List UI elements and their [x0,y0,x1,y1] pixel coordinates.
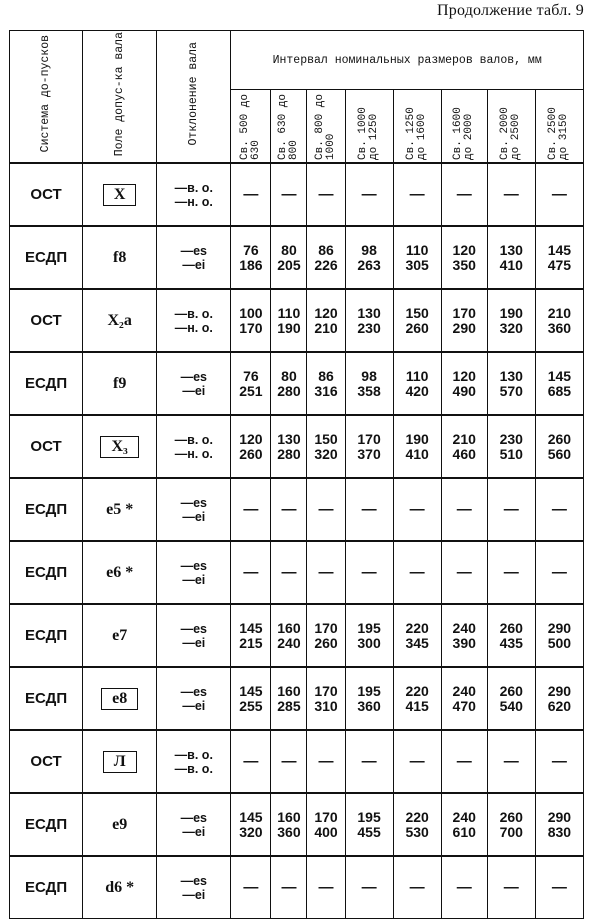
value-cell: 120 260 [231,415,271,478]
deviation-cell [157,667,231,730]
field-label: f8 [113,248,127,266]
header-interval-group: Интервал номинальных размеров валов, мм [231,31,584,90]
value-cell: 170 290 [441,289,487,352]
value-cell: — [345,856,393,919]
value-cell: — [393,541,441,604]
value-cell: — [487,730,535,793]
field-label: e6 * [106,563,134,581]
deviation-cell [157,415,231,478]
value-cell: 160 285 [271,667,307,730]
value-cell: — [487,856,535,919]
value-cell: 100 170 [231,289,271,352]
deviation-cell [157,226,231,289]
value-cell: — [345,541,393,604]
header-interval-5: Св. 1600 до 2000 [441,90,487,164]
value-cell: 160 240 [271,604,307,667]
deviation-upper: —es [180,558,207,573]
deviation-lower: —ei [182,383,206,398]
value-cell: 290 500 [535,604,583,667]
field-label: e7 [112,626,128,644]
deviation-upper: —es [180,495,207,510]
field-cell [83,541,157,604]
value-cell: — [441,541,487,604]
value-cell: — [535,856,583,919]
value-cell: — [307,730,345,793]
value-cell: 290 620 [535,667,583,730]
value-cell: — [393,856,441,919]
value-cell: — [271,856,307,919]
deviation-cell [157,289,231,352]
value-cell: — [231,478,271,541]
value-cell: — [307,541,345,604]
system-cell: ОСТ [10,289,83,352]
field-label: d6 * [105,878,135,896]
system-cell: ЕСДП [10,856,83,919]
deviation-cell [157,541,231,604]
value-cell: 80 280 [271,352,307,415]
tolerance-table [9,30,584,919]
header-interval-3: Св. 1000 до 1250 [345,90,393,164]
value-cell: 290 830 [535,793,583,856]
value-cell: 210 360 [535,289,583,352]
field-label: e8 [101,688,138,710]
deviation-cell [157,352,231,415]
value-cell: 145 215 [231,604,271,667]
value-cell: — [535,478,583,541]
field-cell [83,163,157,226]
deviation-lower: —ei [182,509,206,524]
value-cell: 210 460 [441,415,487,478]
value-cell: — [307,856,345,919]
value-cell: — [231,730,271,793]
deviation-lower: —в. о. [174,761,213,776]
value-cell: 240 390 [441,604,487,667]
value-cell: 98 358 [345,352,393,415]
system-cell: ЕСДП [10,793,83,856]
system-cell: ЕСДП [10,667,83,730]
header-system: Система до-пусков [10,31,83,164]
value-cell: 195 300 [345,604,393,667]
value-cell: — [231,856,271,919]
value-cell: 150 320 [307,415,345,478]
field-label: X [103,184,137,206]
header-interval-1: Св. 630 до 800 [271,90,307,164]
value-cell: — [271,730,307,793]
header-interval-2: Св. 800 до 1000 [307,90,345,164]
value-cell: 170 260 [307,604,345,667]
value-cell: 240 470 [441,667,487,730]
value-cell: — [393,478,441,541]
field-label: f9 [113,374,127,392]
value-cell: 170 370 [345,415,393,478]
value-cell: 130 280 [271,415,307,478]
value-cell: 190 320 [487,289,535,352]
value-cell: — [535,541,583,604]
value-cell: — [393,730,441,793]
deviation-upper: —в. о. [174,306,213,321]
value-cell: 120 210 [307,289,345,352]
deviation-cell [157,604,231,667]
value-cell: 195 455 [345,793,393,856]
value-cell: 120 490 [441,352,487,415]
deviation-lower: —ei [182,887,206,902]
deviation-lower: —ei [182,698,206,713]
field-cell [83,667,157,730]
value-cell: 260 435 [487,604,535,667]
table-row [10,667,584,730]
value-cell: 110 305 [393,226,441,289]
field-cell [83,856,157,919]
value-cell: — [231,541,271,604]
table-row [10,226,584,289]
value-cell: — [487,163,535,226]
header-interval-4: Св. 1250 до 1600 [393,90,441,164]
field-cell [83,226,157,289]
deviation-lower: —н. о. [174,446,213,461]
field-cell [83,604,157,667]
value-cell: 120 350 [441,226,487,289]
value-cell: — [307,478,345,541]
system-cell: ЕСДП [10,541,83,604]
value-cell: — [231,163,271,226]
value-cell: 220 530 [393,793,441,856]
value-cell: 190 410 [393,415,441,478]
field-label: Л [103,751,137,773]
header-interval-7: Св. 2500 до 3150 [535,90,583,164]
value-cell: — [535,730,583,793]
table-row [10,541,584,604]
value-cell: 145 475 [535,226,583,289]
value-cell: 98 263 [345,226,393,289]
value-cell: 170 400 [307,793,345,856]
field-cell [83,793,157,856]
system-cell: ЕСДП [10,478,83,541]
value-cell: 76 251 [231,352,271,415]
value-cell: 220 415 [393,667,441,730]
value-cell: — [441,856,487,919]
value-cell: — [441,478,487,541]
deviation-upper: —в. о. [174,432,213,447]
deviation-cell [157,478,231,541]
value-cell: 110 420 [393,352,441,415]
table-row [10,478,584,541]
deviation-upper: —es [180,873,207,888]
value-cell: — [487,478,535,541]
table-row [10,730,584,793]
value-cell: — [307,163,345,226]
value-cell: 130 230 [345,289,393,352]
value-cell: 145 255 [231,667,271,730]
value-cell: 130 570 [487,352,535,415]
field-label: e9 [112,815,128,833]
value-cell: 76 186 [231,226,271,289]
field-label: X₂а [107,311,132,329]
table-row [10,163,584,226]
value-cell: — [271,163,307,226]
deviation-cell [157,793,231,856]
header-deviation: Отклонение вала [157,31,231,164]
deviation-lower: —ei [182,572,206,587]
field-cell [83,352,157,415]
value-cell: 170 310 [307,667,345,730]
value-cell: 240 610 [441,793,487,856]
value-cell: — [345,730,393,793]
header-interval-0: Св. 500 до 630 [231,90,271,164]
value-cell: 260 700 [487,793,535,856]
value-cell: 130 410 [487,226,535,289]
value-cell: 150 260 [393,289,441,352]
value-cell: 230 510 [487,415,535,478]
deviation-upper: —es [180,621,207,636]
system-cell: ЕСДП [10,226,83,289]
value-cell: 195 360 [345,667,393,730]
deviation-cell [157,856,231,919]
table-row [10,415,584,478]
table-caption: Продолжение табл. 9 [437,2,584,19]
deviation-upper: —в. о. [174,747,213,762]
value-cell: — [441,730,487,793]
header-interval-6: Св. 2000 до 2500 [487,90,535,164]
deviation-upper: —es [180,810,207,825]
system-cell: ОСТ [10,730,83,793]
system-cell: ОСТ [10,415,83,478]
value-cell: 145 320 [231,793,271,856]
field-cell [83,730,157,793]
value-cell: — [345,163,393,226]
field-cell [83,289,157,352]
deviation-lower: —ei [182,257,206,272]
value-cell: 86 316 [307,352,345,415]
table-row [10,793,584,856]
value-cell: — [393,163,441,226]
deviation-lower: —н. о. [174,194,213,209]
deviation-cell [157,730,231,793]
value-cell: 80 205 [271,226,307,289]
field-cell [83,415,157,478]
value-cell: — [487,541,535,604]
value-cell: 260 540 [487,667,535,730]
value-cell: — [345,478,393,541]
deviation-upper: —es [180,243,207,258]
deviation-upper: —в. о. [174,180,213,195]
value-cell: 110 190 [271,289,307,352]
deviation-upper: —es [180,684,207,699]
value-cell: 86 226 [307,226,345,289]
value-cell: 160 360 [271,793,307,856]
table-row [10,856,584,919]
header-field: Поле допус-ка вала [83,31,157,164]
table-row [10,604,584,667]
value-cell: 220 345 [393,604,441,667]
deviation-lower: —н. о. [174,320,213,335]
deviation-lower: —ei [182,635,206,650]
field-label: e5 * [106,500,134,518]
deviation-cell [157,163,231,226]
table-row [10,289,584,352]
value-cell: 145 685 [535,352,583,415]
field-label: X₃ [100,436,138,458]
value-cell: — [441,163,487,226]
system-cell: ЕСДП [10,352,83,415]
table-row [10,352,584,415]
deviation-lower: —ei [182,824,206,839]
value-cell: 260 560 [535,415,583,478]
system-cell: ОСТ [10,163,83,226]
system-cell: ЕСДП [10,604,83,667]
value-cell: — [271,478,307,541]
field-cell [83,478,157,541]
value-cell: — [271,541,307,604]
value-cell: — [535,163,583,226]
deviation-upper: —es [180,369,207,384]
